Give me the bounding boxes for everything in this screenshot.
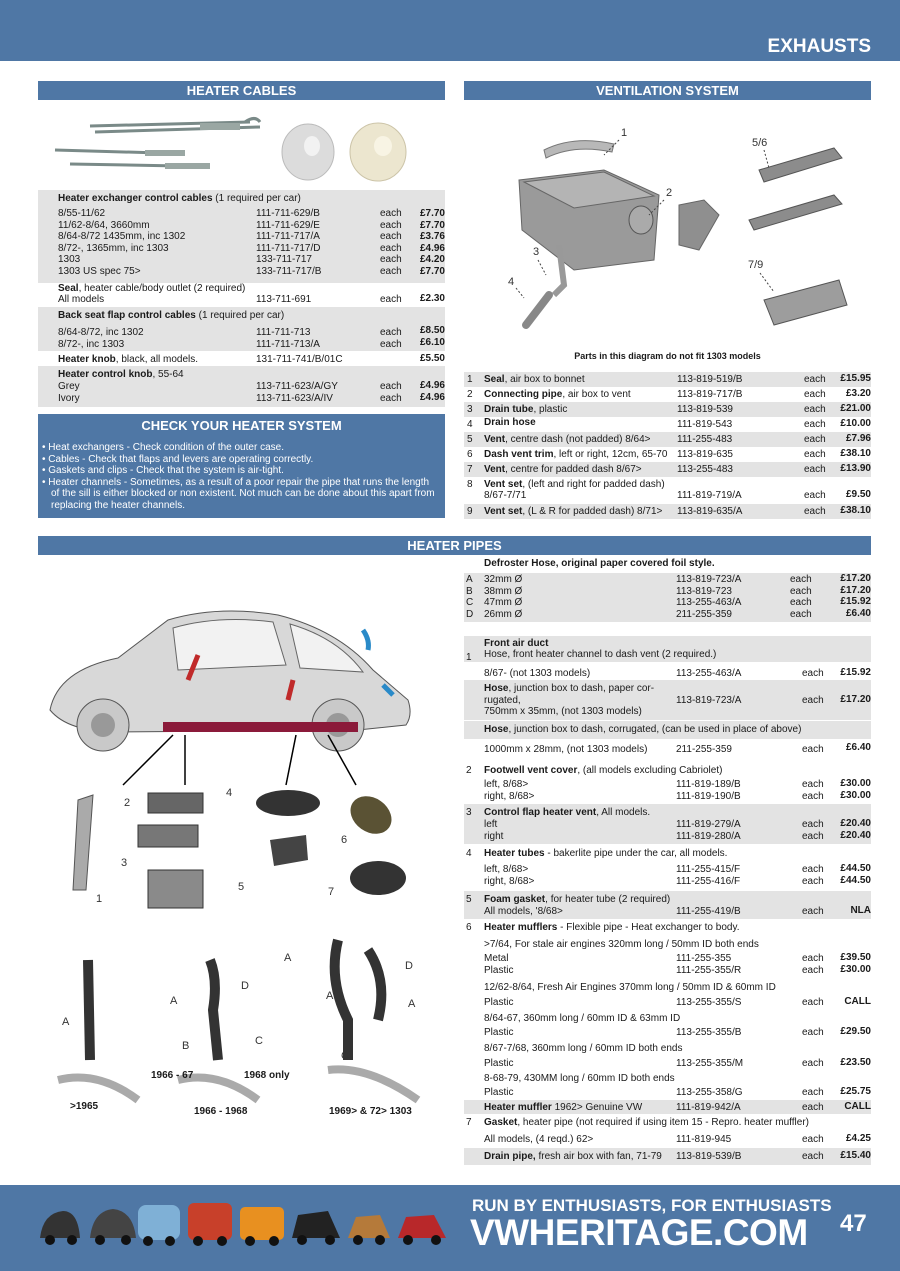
tubes-each: each each — [802, 864, 824, 887]
ventilation-note: Parts in this diagram do not fit 1303 models — [574, 351, 761, 361]
section-title: EXHAUSTS — [767, 36, 871, 57]
caption-1966-1968: 1966 - 1968 — [194, 1106, 248, 1117]
control-flap-desc: left right — [484, 819, 504, 842]
mufflers-e-price: £25.75 — [840, 1086, 871, 1097]
heater-knob-price: £5.50 — [419, 353, 445, 364]
seal-each: each — [380, 294, 402, 305]
fad-hose1-code: 113-819-723/A — [676, 695, 742, 706]
tubes-desc: left, 8/68> right, 8/68> — [484, 864, 535, 887]
heater-cables-header: HEATER CABLES — [38, 81, 445, 100]
heater-knob-code: 131-711-741/B/01C — [256, 354, 343, 365]
defroster-title: Defroster Hose, original paper covered foil style. — [484, 558, 715, 569]
heater-muffler: Heater muffler 1962> Genuine VW — [484, 1102, 643, 1113]
mufflers-e-desc: Plastic — [484, 1087, 514, 1098]
mufflers-d-each: each — [802, 1058, 824, 1069]
back-seat-prices: £8.50 £6.10 — [419, 325, 445, 348]
pipes-label-6: 6 — [341, 834, 348, 846]
control-knob-desc: Grey Ivory — [58, 381, 80, 404]
fad-hose2: Hose, junction box to dash, corrugated, (can be used in place of above) — [484, 724, 802, 735]
cable-prices: £7.70 £7.70 £3.76 £4.96 £4.20 £7.70 — [419, 208, 445, 277]
mufflers-d-code: 113-255-355/M — [676, 1058, 744, 1069]
mufflers-a-desc: Metal Plastic — [484, 953, 514, 976]
control-flap-prices: £20.40 £20.40 — [840, 818, 871, 841]
front-air-duct-title: Front air duct — [484, 638, 549, 649]
mufflers-title: Heater mufflers - Flexible pipe - Heat exchanger to body. — [484, 922, 740, 933]
fad-r1-price: £15.92 — [840, 667, 871, 678]
mufflers-d-price: £23.50 — [840, 1057, 871, 1068]
item-3-num: 3 — [466, 807, 472, 818]
drain-pipe: Drain pipe, fresh air box with fan, 71-79 — [484, 1151, 662, 1162]
pipes-label-a5: A — [408, 998, 416, 1010]
mufflers-e-code: 113-255-358/G — [676, 1087, 743, 1098]
pipes-label-d1: D — [241, 980, 249, 992]
page-number: 47 — [840, 1210, 867, 1237]
footwell-title: Footwell vent cover, (all models excluding Cabriolet) — [484, 765, 723, 776]
pipes-label-1: 1 — [96, 893, 103, 905]
vent-label-7-9: 7/9 — [748, 259, 764, 271]
vent-label-5-6: 5/6 — [752, 137, 768, 149]
drain-pipe-code: 113-819-539/B — [676, 1151, 742, 1162]
seal-desc: All models — [58, 294, 105, 305]
control-knob-codes: 113-711-623/A/GY 113-711-623/A/IV — [256, 381, 338, 404]
mufflers-b-code: 113-255-355/S — [676, 997, 742, 1008]
vent-label-2: 2 — [666, 187, 673, 199]
mufflers-e-each: each — [802, 1087, 824, 1098]
control-flap-codes: 111-819-279/A 111-819-280/A — [676, 819, 741, 842]
caption-1965: >1965 — [70, 1101, 99, 1112]
footwell-desc: left, 8/68> right, 8/68> — [484, 779, 535, 802]
tubes-prices: £44.50 £44.50 — [840, 863, 871, 886]
fad-r3-desc: 1000mm x 28mm, (not 1303 models) — [484, 744, 648, 755]
pipes-label-a4: A — [326, 990, 334, 1002]
heater-cables-image — [50, 110, 440, 185]
mufflers-d: 8/67-7/68, 360mm long / 60mm ID both ends — [484, 1043, 683, 1054]
pipes-label-b: B — [182, 1040, 190, 1052]
item-1-num: 1 — [466, 652, 472, 663]
gasket-title: Gasket, heater pipe (not required if using item 15 - Repro. heater muffler) — [484, 1117, 809, 1128]
mufflers-a-each: each each — [802, 953, 824, 976]
cable-descriptions: 8/55-11/62 11/62-8/64, 3660mm 8/64-8/72 1435mm, inc 1302 8/72-, 1365mm, inc 1303 1303 1303 US spec 75> — [58, 208, 186, 277]
item-6-num: 6 — [466, 922, 472, 933]
tubes-codes: 111-255-415/F 111-255-416/F — [676, 864, 741, 887]
foam-title: Foam gasket, for heater tube (2 required) — [484, 894, 671, 905]
caption-1968-only: 1968 only — [244, 1070, 290, 1081]
fad-r3-each: each — [802, 744, 824, 755]
vent-label-4: 4 — [508, 276, 515, 288]
pipes-label-a2: A — [170, 995, 178, 1007]
defroster-each: each each each each — [790, 574, 812, 620]
mufflers-c-price: £29.50 — [840, 1026, 871, 1037]
front-air-duct-sub: Hose, front heater channel to dash vent (2 required.) — [484, 649, 717, 660]
footer-site[interactable]: VWHERITAGE.COM — [470, 1212, 808, 1253]
seal-code: 113-711-691 — [256, 294, 312, 305]
mufflers-b: 12/62-8/64, Fresh Air Engines 370mm long / 50mm ID & 60mm ID — [484, 982, 776, 993]
mufflers-b-desc: Plastic — [484, 997, 514, 1008]
fad-r3-price: £6.40 — [845, 742, 871, 753]
pipes-label-d2: D — [405, 960, 413, 972]
footer-slogan: RUN BY ENTHUSIASTS, FOR ENTHUSIASTS — [472, 1196, 832, 1215]
pipes-label-5: 5 — [238, 881, 245, 893]
seal-price: £2.30 — [419, 293, 445, 304]
gasket-desc: All models, (4 reqd.) 62> — [484, 1134, 594, 1145]
back-seat-codes: 111-711-713 111-711-713/A — [256, 327, 320, 350]
item-7-num: 7 — [466, 1117, 472, 1128]
back-seat-desc: 8/64-8/72, inc 1302 8/72-, inc 1303 — [58, 327, 144, 350]
fad-r1-each: each — [802, 668, 824, 679]
cable-each: each each each each each each — [380, 208, 402, 277]
footwell-codes: 111-819-189/B 111-819-190/B — [676, 779, 741, 802]
pipes-label-4: 4 — [226, 787, 233, 799]
check-heater-box — [38, 414, 445, 518]
caption-1969: 1969> & 72> 1303 — [329, 1106, 412, 1117]
vent-label-3: 3 — [533, 246, 540, 258]
check-heater-title: CHECK YOUR HEATER SYSTEM — [141, 418, 342, 433]
foam-desc: All models, '8/68> — [484, 906, 563, 917]
caption-1966-67: 1966 - 67 — [151, 1070, 194, 1081]
pipes-label-7: 7 — [328, 886, 335, 898]
back-seat-title: Back seat flap control cables (1 required per car) — [58, 310, 285, 321]
mufflers-c-code: 113-255-355/B — [676, 1027, 742, 1038]
foam-price: NLA — [850, 905, 871, 916]
item-4-num: 4 — [466, 848, 472, 859]
pipes-label-a3: A — [284, 952, 292, 964]
pipes-label-2: 2 — [124, 797, 131, 809]
mufflers-b-price: CALL — [844, 996, 871, 1007]
control-knob-prices: £4.96 £4.96 — [419, 380, 445, 403]
mufflers-c-each: each — [802, 1027, 824, 1038]
fad-hose1-each: each — [802, 695, 824, 706]
footer-cars-image — [38, 1193, 458, 1253]
mufflers-e: 8-68-79, 430MM long / 60mm ID both ends — [484, 1073, 675, 1084]
defroster-codes: 113-819-723/A 113-819-723 113-255-463/A 211-255-359 — [676, 574, 742, 620]
ventilation-table: 1 Seal, air box to bonnet 113-819-519/B each £15.95 2 Connecting pipe, air box to vent 113-819-717/B each £3.20 3 Drain tube, plastic 113-819-539 each £21.00 4 Drain hose 111-819-543 each £10.00 5 Vent, centre dash (not padded) 8/64> 111-255-483 each £7.96 6 Dash vent trim, left or right, 12cm, 65-70 113-819-635 each £38.10 7 Vent, centre for padded dash 8/67> 113-255-483 each £13.90 8 Vent set, (left and right for padded dash) 8/67-7/71 111-819-719/A each £9.50 9 Vent set, (L & R for padded dash) 8/71> 113-819-635/A each £38.10 — [464, 372, 871, 520]
foam-code: 111-255-419/B — [676, 906, 741, 917]
heater-muffler-code: 111-819-942/A — [676, 1102, 741, 1113]
pipes-label-a1: A — [62, 1016, 70, 1028]
heater-knob: Heater knob, black, all models. — [58, 354, 199, 365]
mufflers-a: >7/64, For stale air engines 320mm long / 50mm ID both ends — [484, 939, 759, 950]
control-flap-title: Control flap heater vent, All models. — [484, 807, 651, 818]
vent-label-1: 1 — [621, 127, 628, 139]
cable-codes: 111-711-629/B 111-711-629/E 111-711-717/A 111-711-717/D 133-711-717 133-711-717/B — [256, 208, 322, 277]
mufflers-d-desc: Plastic — [484, 1058, 514, 1069]
defroster-sizes: 32mm Ø 38mm Ø 47mm Ø 26mm Ø — [484, 574, 523, 620]
control-knob-title: Heater control knob, 55-64 — [58, 369, 184, 380]
drain-pipe-each: each — [802, 1151, 824, 1162]
ventilation-header: VENTILATION SYSTEM — [464, 81, 871, 100]
footwell-prices: £30.00 £30.00 — [840, 778, 871, 801]
seal-row: Seal, heater cable/body outlet (2 required) — [58, 283, 246, 294]
fad-hose1-price: £17.20 — [840, 694, 871, 705]
fad-hose1: Hose, junction box to dash, paper cor- rugated, 750mm x 35mm, (not 1303 models) — [484, 683, 655, 717]
fad-r1-desc: 8/67- (not 1303 models) — [484, 668, 591, 679]
pipes-label-c1: C — [255, 1035, 263, 1047]
mufflers-c-desc: Plastic — [484, 1027, 514, 1038]
fad-r3-code: 211-255-359 — [676, 744, 732, 755]
pipes-label-3: 3 — [121, 857, 128, 869]
fad-r1-code: 113-255-463/A — [676, 668, 742, 679]
control-flap-each: each each — [802, 819, 824, 842]
ventilation-diagram — [464, 120, 871, 345]
pipes-label-c2: C — [341, 1050, 349, 1062]
back-seat-each: each each — [380, 327, 402, 350]
heater-muffler-price: CALL — [844, 1101, 871, 1112]
item-5-num: 5 — [466, 894, 472, 905]
defroster-letters: A B C D — [466, 574, 474, 620]
gasket-each: each — [802, 1134, 824, 1145]
item-2-num: 2 — [466, 765, 472, 776]
tubes-title: Heater tubes - bakerlite pipe under the car, all models. — [484, 848, 728, 859]
mufflers-a-prices: £39.50 £30.00 — [840, 952, 871, 975]
gasket-code: 111-819-945 — [676, 1134, 732, 1145]
defroster-prices: £17.20 £17.20 £15.92 £6.40 — [840, 573, 871, 619]
heater-cables-table — [38, 190, 445, 407]
mufflers-c: 8/64-67, 360mm long / 60mm ID & 63mm ID — [484, 1013, 681, 1024]
foam-each: each — [802, 906, 824, 917]
check-heater-list: • Heat exchangers - Check condition of the outer case. • Cables - Check that flaps and levers are operating correctly. • Gaskets and clips - Check that the system is air-tight. • Heater channels - Sometimes, as a result of a poor repair the pipe that runs the length of the sill is either blocked or non existent. Not much can be done about this apart from replacing the heater channels. — [42, 442, 435, 511]
group-title: Heater exchanger control cables (1 required per car) — [58, 193, 301, 204]
heater-pipes-table — [464, 556, 871, 1166]
heater-muffler-each: each — [802, 1102, 824, 1113]
drain-pipe-price: £15.40 — [840, 1150, 871, 1161]
gasket-price: £4.25 — [845, 1133, 871, 1144]
control-knob-each: each each — [380, 381, 402, 404]
mufflers-a-codes: 111-255-355 111-255-355/R — [676, 953, 742, 976]
top-banner — [0, 0, 900, 61]
heater-pipes-diagram — [38, 560, 458, 1125]
mufflers-b-each: each — [802, 997, 824, 1008]
heater-pipes-header: HEATER PIPES — [38, 536, 871, 555]
footwell-each: each each — [802, 779, 824, 802]
